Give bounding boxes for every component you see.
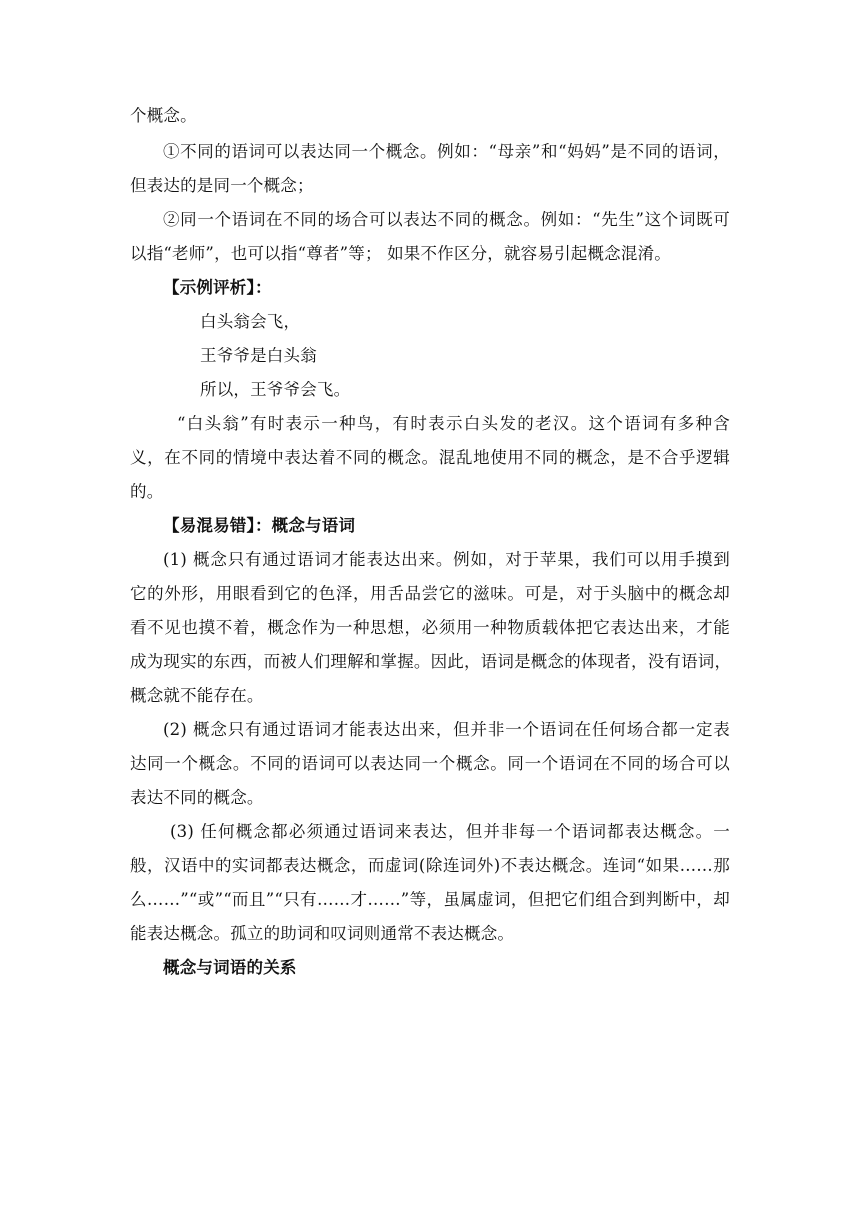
text-line: 般，汉语中的实词都表达概念，而虚词(除连词外)不表达概念。连词“如果……那 (130, 856, 730, 875)
text-line: 以指“老师”，也可以指“尊者”等； 如果不作区分，就容易引起概念混淆。 (130, 244, 671, 263)
text-line: 个概念。 (130, 106, 197, 125)
text-line: 达同一个概念。不同的语词可以表达同一个概念。同一个语词在不同的场合可以 (130, 754, 730, 773)
text-line: (3) 任何概念都必须通过语词来表达，但并非每一个语词都表达概念。一 (170, 822, 730, 841)
text-line: 看不见也摸不着，概念作为一种思想，必须用一种物质载体把它表达出来，才能 (130, 618, 730, 637)
text-line: 它的外形，用眼看到它的色泽，用舌品尝它的滋味。可是，对于头脑中的概念却 (130, 584, 730, 603)
example-line: 所以，王爷爷会飞。 (200, 380, 351, 399)
text-line: “白头翁”有时表示一种鸟，有时表示白头发的老汉。这个语词有多种含 (177, 414, 730, 433)
example-line: 王爷爷是白头翁 (200, 346, 317, 365)
text-line: (2) 概念只有通过语词才能表达出来，但并非一个语词在任何场合都一定表 (163, 720, 730, 739)
example-line: 白头翁会飞， (200, 312, 301, 331)
text-line: 的。 (130, 482, 164, 501)
text-line: (1) 概念只有通过语词才能表达出来。例如，对于苹果，我们可以用手摸到 (163, 550, 730, 569)
section-heading: 概念与词语的关系 (163, 958, 297, 977)
section-heading: 【示例评析】： (163, 278, 272, 297)
text-line: 但表达的是同一个概念； (130, 176, 314, 195)
text-line: 能表达概念。孤立的助词和叹词则通常不表达概念。 (130, 924, 515, 943)
text-line: 表达不同的概念。 (130, 788, 264, 807)
text-line: ②同一个语词在不同的场合可以表达不同的概念。例如：“先生”这个词既可 (163, 210, 730, 229)
text-line: 义，在不同的情境中表达着不同的概念。混乱地使用不同的概念，是不合乎逻辑 (130, 448, 730, 467)
text-line: 么……”“或”“而且”“只有……才……”等，虽属虚词，但把它们组合到判断中，却 (130, 890, 730, 909)
section-heading: 【易混易错】：概念与语词 (163, 516, 356, 535)
text-line: 成为现实的东西，而被人们理解和掌握。因此，语词是概念的体现者，没有语词， (130, 652, 732, 671)
text-line: 概念就不能存在。 (130, 686, 264, 705)
text-line: ①不同的语词可以表达同一个概念。例如：“母亲”和“妈妈”是不同的语词， (163, 142, 730, 161)
